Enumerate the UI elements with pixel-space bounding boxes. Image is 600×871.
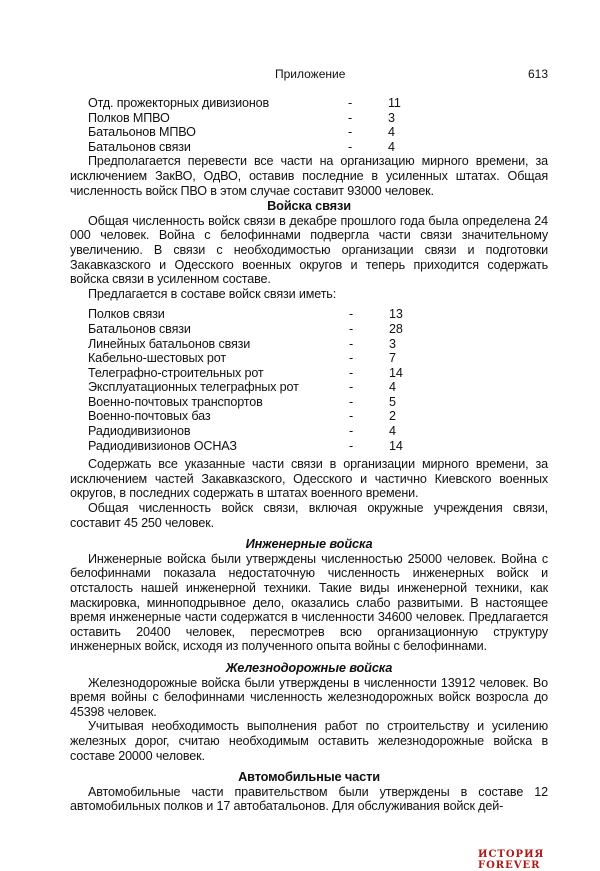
paragraph-signal-1: Общая численность войск связи в декабре прошлого года была определена 24 000 человек. Война с белофиннами подвергла части связи значительному увеличению. В связи с необходимостью организации связи и подготовки Закавказского и Одесского военных округов и теперь приходится содержать войска связи в усиленном составе.	[70, 213, 548, 287]
list-signal	[88, 307, 408, 453]
heading-railway: Железнодорожные войска	[225, 659, 393, 675]
paragraph-auto: Автомобильные части правительством были утверждены в составе 12 автомобильных полков и 17 автобатальонов. Для обслуживания войск дей-	[70, 784, 548, 814]
list-item: Линейных батальонов связи - 3	[88, 336, 396, 351]
list-item: Отд. прожекторных дивизионов - 11	[88, 96, 401, 110]
paragraph-railway-2: Учитывая необходимость выполнения работ по строительству и усилению железных дорог, считаю необходимым оставить железнодорожные войска в составе 20000 человек.	[70, 719, 548, 763]
list-item: Телеграфно-строительных рот - 14	[88, 365, 403, 380]
paragraph-pvo: Предполагается перевести все части на организацию мирного времени, за исключением ЗакВО, ОдВО, оставив последние в усиленных штатах. Общая численность войск ПВО в этом случае составит 93000 человек.	[70, 154, 548, 198]
list-item: Военно-почтовых баз - 2	[88, 409, 396, 424]
running-title: Приложение	[275, 67, 346, 81]
heading-signal: Войска связи	[267, 198, 351, 214]
paragraph-railway-1: Железнодорожные войска были утверждены в численности 13912 человек. Во время войны с белофиннами численность железнодорожных войск возросла до 45398 человек.	[70, 675, 548, 719]
paragraph-engineer: Инженерные войска были утверждены численностью 25000 человек. Война с белофиннами показала недостаточную численность инженерных войск и отсталость нашей инженерной техники. Такие виды инженерной техники, как маскировка, минноподрывное дело, оказались слабо развитыми. В настоящее время инженерные части содержатся в численности 34600 человек. Предлагается оставить 20400 человек, пересмотрев всю организационную структуру инженерных войск, исходя из полученного опыта войны с белофиннами.	[70, 551, 548, 654]
list-item: Батальонов связи - 4	[88, 139, 395, 154]
list-item: Кабельно-шестовых рот - 7	[88, 351, 396, 366]
heading-engineer: Инженерные войска	[245, 536, 373, 552]
paragraph-signal-4: Общая численность войск связи, включая окружные учреждения связи, составит 45 250 человек.	[70, 501, 548, 530]
list-item: Эксплуатационных телеграфных рот - 4	[88, 380, 396, 395]
list-item: Радиодивизионов ОСНАЗ - 14	[88, 438, 403, 453]
list-item: Батальонов связи - 28	[88, 321, 403, 336]
list-item: Батальонов МПВО - 4	[88, 125, 395, 140]
running-header	[0, 67, 600, 83]
list-pvo	[88, 96, 408, 154]
list-item: Радиодивизионов - 4	[88, 424, 396, 439]
list-item: Полков связи - 13	[88, 307, 403, 322]
list-item: Полков МПВО - 3	[88, 110, 395, 125]
paragraph-signal-2: Предлагается в составе войск связи иметь:	[88, 286, 337, 301]
page-body	[70, 96, 548, 814]
list-item: Военно-почтовых транспортов - 5	[88, 394, 396, 409]
paragraph-signal-3: Содержать все указанные части связи в организации мирного времени, за исключением частей Закавказского, Одесского и частично Киевского военных округов, в последних содержать в штатах военного времени.	[70, 457, 548, 501]
heading-auto: Автомобильные части	[238, 769, 380, 785]
page-number: 613	[528, 67, 549, 81]
watermark-logo: ИСТОРИЯ FOREVER	[478, 849, 545, 871]
